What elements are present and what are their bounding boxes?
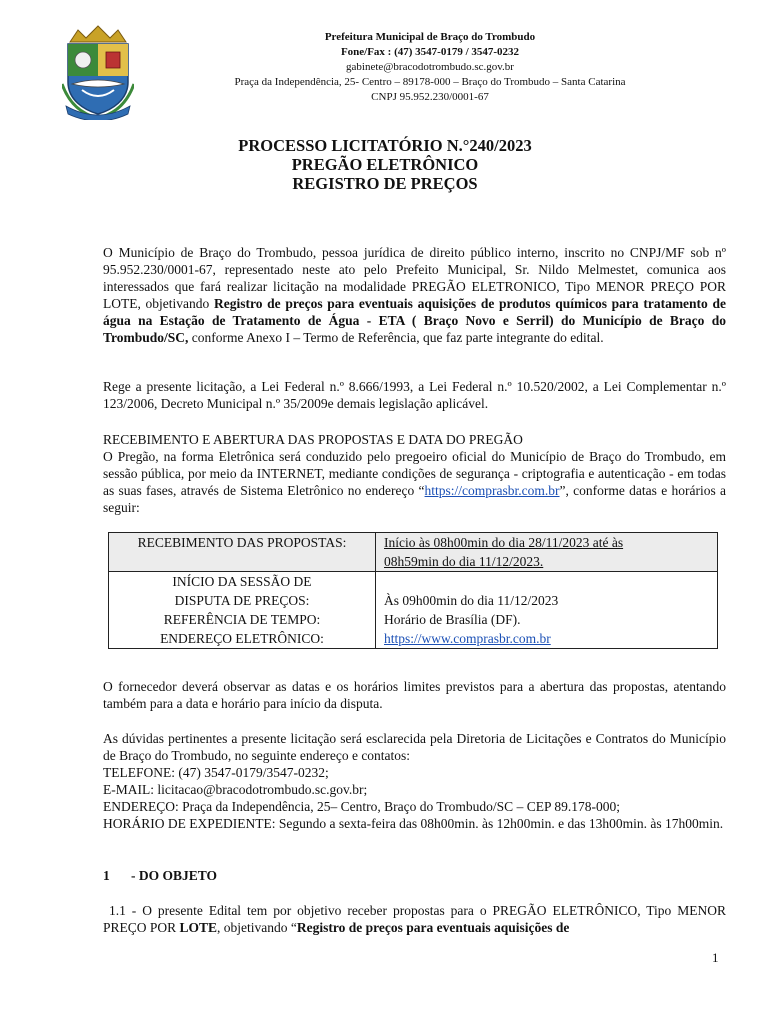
item-bold-lote: LOTE: [179, 920, 218, 935]
header-phone: Fone/Fax : (47) 3547-0179 / 3547-0232: [340, 46, 520, 58]
table-row: [109, 629, 718, 649]
header-municipality: Prefeitura Municipal de Braço do Trombudo: [324, 31, 536, 43]
session-value: Às 09h00min do dia 11/12/2023: [376, 572, 718, 611]
title-process: PROCESSO LICITATÓRIO N.°240/2023: [238, 136, 532, 155]
contact-email: E-MAIL: licitacao@bracodotrombudo.sc.gov.br;: [103, 782, 368, 797]
contact-address: ENDEREÇO: Praça da Independência, 25– Centro, Braço do Trombudo/SC – CEP 89.178-000;: [103, 799, 620, 814]
section-number: 1: [103, 868, 110, 883]
table-row: [109, 610, 718, 629]
intro-text: O Município de Braço do Trombudo, pessoa jurídica de direito público interno, inscrito no CNPJ/MF sob nº 95.952.230/0001-67, representado neste ato pelo Prefeito Municipal, Sr. Nildo Melmestet, comunica aos interessados que fará realizar licitação na modalidade PREGÃO ELETRONICO, Tipo MENOR PREÇO POR LOTE, objetivando: [103, 245, 726, 311]
title-type: REGISTRO DE PREÇOS: [292, 174, 478, 193]
section-heading-objeto: [103, 868, 217, 884]
legislation-text: Rege a presente licitação, a Lei Federal n.º 8.666/1993, a Lei Federal n.º 10.520/2002, a Lei Complementar n.º 123/2006, Decreto Municipal n.º 35/2009e demais legislação aplicável.: [103, 379, 726, 411]
section-title: - DO OBJETO: [131, 868, 218, 883]
item-bold-object: Registro de preços para eventuais aquisições de: [296, 920, 570, 935]
document-title: [100, 136, 670, 193]
electronic-address-label: ENDEREÇO ELETRÔNICO:: [109, 629, 376, 649]
item-1-1-paragraph: [103, 902, 726, 936]
contacts-text: As dúvidas pertinentes a presente licitação será esclarecida pela Diretoria de Licitações e Contratos do Município de Braço do Trombudo, no seguinte endereço e contatos:: [103, 731, 726, 763]
reception-heading: RECEBIMENTO E ABERTURA DAS PROPOSTAS E DATA DO PREGÃO: [103, 432, 523, 447]
comprasbr-www-link[interactable]: https://www.comprasbr.com.br: [384, 631, 551, 646]
item-text-2: , objetivando “: [217, 920, 297, 935]
table-row: [109, 572, 718, 611]
letterhead: [150, 30, 710, 105]
reception-text-end: ”, conforme datas e horários a seguir:: [103, 483, 726, 515]
proposals-label: RECEBIMENTO DAS PROPOSTAS:: [109, 533, 376, 572]
reception-text: O Pregão, na forma Eletrônica será conduzido pelo pregoeiro oficial do Município de Braço do Trombudo, em sessão pública, por meio da INTERNET, mediante condições de segurança - criptografia e autenticação - em todas as suas fases, através de Sistema Eletrônico no endereço “: [103, 449, 726, 498]
session-label: INÍCIO DA SESSÃO DE DISPUTA DE PREÇOS:: [109, 572, 376, 611]
contacts-paragraph: [103, 730, 726, 832]
time-reference-value: Horário de Brasília (DF).: [376, 610, 718, 629]
contact-phone: TELEFONE: (47) 3547-0179/3547-0232;: [103, 765, 329, 780]
comprasbr-link[interactable]: https://comprasbr.com.br: [424, 483, 560, 498]
intro-text-end: conforme Anexo I – Termo de Referência, que faz parte integrante do edital.: [188, 330, 604, 345]
municipal-crest-logo: [62, 24, 134, 120]
supplier-text: O fornecedor deverá observar as datas e os horários limites previstos para a abertura das propostas, atentando também para a data e horário para início da disputa.: [103, 679, 726, 711]
schedule-table: [108, 532, 718, 649]
item-text: - O presente Edital tem por objetivo receber propostas para o PREGÃO ELETRÔNICO, Tipo MENOR PREÇO POR: [103, 903, 727, 935]
title-modality: PREGÃO ELETRÔNICO: [291, 155, 479, 174]
page-number: 1: [712, 950, 719, 965]
table-row: [109, 533, 718, 572]
reception-section: [103, 431, 726, 516]
legislation-paragraph: [103, 378, 726, 412]
time-reference-label: REFERÊNCIA DE TEMPO:: [109, 610, 376, 629]
item-number: 1.1: [108, 903, 126, 918]
header-address: Praça da Independência, 25- Centro – 89178-000 – Braço do Trombudo – Santa Catarina: [234, 76, 626, 88]
proposals-value: Início às 08h00min do dia 28/11/2023 até às 08h59min do dia 11/12/2023.: [376, 533, 718, 572]
header-email: gabinete@bracodotrombudo.sc.gov.br: [346, 61, 514, 73]
contact-hours: HORÁRIO DE EXPEDIENTE: Segundo a sexta-feira das 08h00min. às 12h00min. e das 13h00min. às 17h00min.: [103, 816, 724, 831]
intro-paragraph: [103, 244, 726, 346]
electronic-address-value: [376, 629, 718, 649]
header-cnpj: CNPJ 95.952.230/0001-67: [371, 91, 489, 103]
intro-object: Registro de preços para eventuais aquisições de produtos químicos para tratamento de água na Estação de Tratamento de Água - ETA ( Braço Novo e Serril) do Município de Braço do Trombudo/SC,: [103, 296, 726, 345]
supplier-paragraph: [103, 678, 726, 712]
